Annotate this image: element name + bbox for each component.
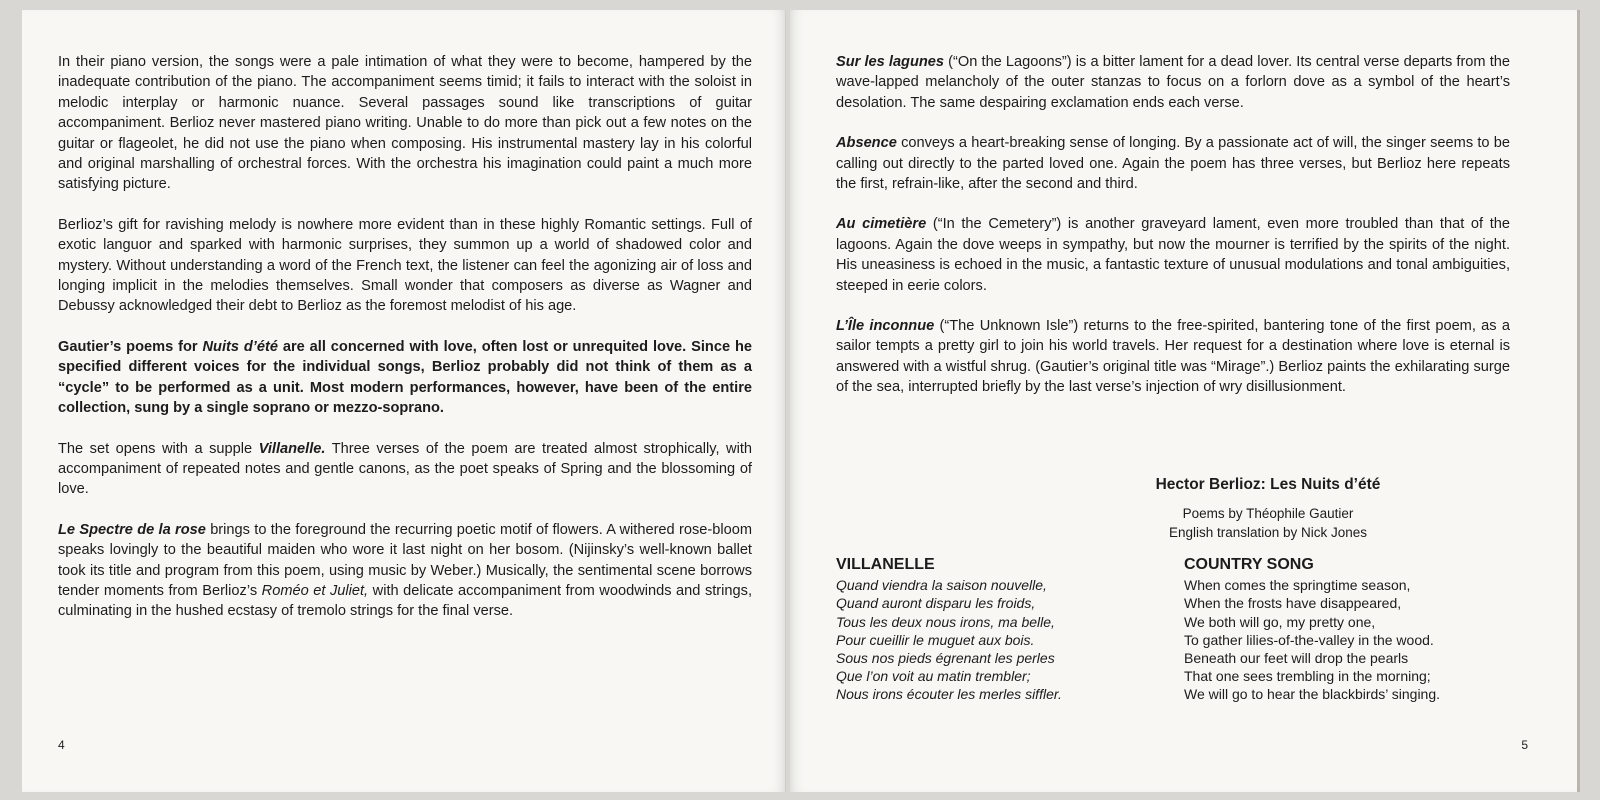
- left-page: [22, 10, 786, 792]
- poem-line: Beneath our feet will drop the pearls: [1184, 650, 1409, 667]
- poem-line: Sous nos pieds égrenant les perles: [836, 650, 1055, 667]
- poem-line: Quand viendra la saison nouvelle,: [836, 577, 1047, 594]
- song-title: Absence: [836, 135, 897, 152]
- paragraph-sur-les-lagunes: [836, 52, 1510, 113]
- song-title: Le Spectre de la rose: [58, 521, 206, 538]
- paragraph-gautier-poems: [58, 337, 752, 419]
- poem-line: Tous les deux nous irons, ma belle,: [836, 613, 1055, 630]
- poem-english: [1184, 556, 1524, 704]
- paragraph-text: are all concerned with love, often lost or unrequited love. Since he specified different voices for the individual songs, Berlioz probably did not think of them as a “cycle” to be performed as a unit. Most modern performances, however, have been of the entire collection, sung by a single soprano or mezzo-soprano.: [58, 338, 753, 417]
- paragraph-text: Three verses of the poem are treated almost strophically, with accompaniment of repeated notes and gentle canons, as the poet speaks of Spring and the blossoming of love.: [58, 440, 752, 498]
- left-text-column: [58, 52, 752, 642]
- translation-credit: English translation by Nick Jones: [1168, 525, 1368, 540]
- paragraph-text: (“On the Lagoons”) is a bitter lament for a dead lover. Its central verse departs from the wave-lapped melancholy of the outer stanzas to focus on a forlorn dove as a symbol of the heart’s desolation. The same despairing exclamation ends each verse.: [836, 54, 1511, 111]
- poem-line: When the frosts have disappeared,: [1184, 595, 1402, 612]
- song-title: Sur les lagunes: [836, 54, 945, 70]
- right-page: [790, 10, 1580, 792]
- work-title: Nuits d’été: [202, 338, 278, 355]
- poem-line: Que l’on voit au matin trembler;: [836, 668, 1031, 685]
- song-title: L’Île inconnue: [836, 318, 935, 335]
- work-heading-title: Hector Berlioz: Les Nuits d’été: [1155, 476, 1381, 493]
- paragraph-text: The set opens with a supple: [58, 440, 259, 457]
- poem-french: [836, 556, 1176, 704]
- right-text-column: [836, 52, 1510, 418]
- paragraph-villanelle: [58, 439, 752, 500]
- paragraph-text: Gautier’s poems for: [58, 338, 203, 355]
- paragraph-text: brings to the foreground the recurring poetic motif of flowers. A withered rose-bloom speaks lovingly to the beautiful maiden who wore it last night on her bosom. (Nijinsky’s well-known ballet took its title and program from this poem, using music by Weber.) Musically, the sentimental scene borrows tender moments from Berlioz’s: [58, 521, 752, 599]
- page-number: 5: [1521, 738, 1528, 752]
- poem-line: That one sees trembling in the morning;: [1184, 668, 1431, 685]
- poem-line: Pour cueillir le muguet aux bois.: [836, 631, 1035, 648]
- poem-title: COUNTRY SONG: [1184, 556, 1314, 573]
- page-number: 4: [58, 738, 65, 752]
- poem-line: When comes the springtime season,: [1184, 577, 1411, 594]
- work-title: Roméo et Juliet,: [261, 582, 369, 599]
- poem-line: We will go to hear the blackbirds’ singing.: [1184, 686, 1441, 703]
- song-title: Villanelle.: [258, 440, 326, 457]
- paragraph-piano-version: In their piano version, the songs were a pale intimation of what they were to become, hampered by the inadequate contribution of the piano. The accompaniment seems timid; it fails to interact with the soloist in melodic interplay or harmonic nuance. Several passages sound like transcriptions of guitar accompaniment. Berlioz never mastered piano writing. Unable to do more than pick out a few notes on the guitar or flageolet, he did not use the piano when composing. His instrumental mastery lay in his colorful and original marshalling of orchestral forces. With the orchestra his imagination could paint a much more satisfying picture.: [58, 54, 752, 193]
- paragraph-au-cimetiere: [836, 214, 1510, 296]
- paragraph-absence: [836, 133, 1510, 194]
- poems-credit: Poems by Théophile Gautier: [1182, 506, 1354, 521]
- paragraph-melody: Berlioz’s gift for ravishing melody is nowhere more evident than in these highly Romantic settings. Full of exotic languor and sparked with harmonic surprises, they summon up a world of shadowed color and mystery. Without understanding a word of the French text, the listener can feel the agonizing air of loss and longing implicit in the melodies themselves. Small wonder that composers as diverse as Wagner and Debussy acknowledged their debt to Berlioz as the foremost melodist of his age.: [58, 216, 752, 315]
- paragraph-text: (“The Unknown Isle”) returns to the free-spirited, bantering tone of the first poem, as a sailor tempts a pretty girl to join his world travels. Her request for a destination where love is eternal is answered with a wistful shrug. (Gautier’s original title was “Mirage”.) Berlioz paints the exhilarating surge of the sea, interrupted briefly by the last verse’s injection of wry disillusionment.: [836, 318, 1510, 396]
- paragraph-text: conveys a heart-breaking sense of longing. By a passionate act of will, the singer seems to be calling out directly to the parted loved one. Again the poem has three verses, but Berlioz here repeats the first, refrain-like, after the second and third.: [836, 135, 1510, 193]
- song-title: Au cimetière: [836, 216, 927, 233]
- poem-line: Nous irons écouter les merles siffler.: [836, 686, 1062, 703]
- song-cycle-heading: [836, 476, 1510, 542]
- poem-line: Quand auront disparu les froids,: [836, 595, 1036, 612]
- poem-line: We both will go, my pretty one,: [1184, 613, 1376, 630]
- poem-title: VILLANELLE: [836, 556, 935, 573]
- paragraph-ile-inconnue: [836, 316, 1510, 398]
- paragraph-text: with delicate accompaniment from woodwinds and strings, culminating in the hushed ecstasy of tremolo strings for the final verse.: [58, 582, 752, 620]
- paragraph-text: (“In the Cemetery”) is another graveyard lament, even more troubled than that of the lagoons. Again the dove weeps in sympathy, but now the mourner is terrified by the spirits of the night. His uneasiness is echoed in the music, a fantastic texture of unusual modulations and tonal ambiguities, steeped in eerie colors.: [836, 216, 1511, 294]
- paragraph-spectre: [58, 520, 752, 622]
- poem-line: To gather lilies-of-the-valley in the wood.: [1184, 631, 1434, 648]
